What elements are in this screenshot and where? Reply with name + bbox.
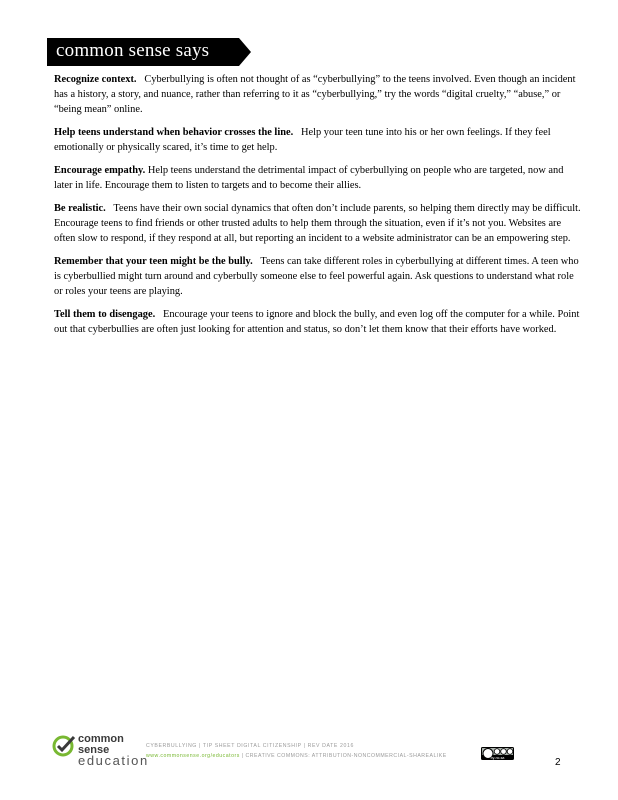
tip-heading: Encourage empathy. xyxy=(54,165,146,177)
checkmark-circle-icon xyxy=(52,734,76,758)
logo-line-sense: sense xyxy=(78,743,110,756)
educators-link[interactable]: www.commonsense.org/educators xyxy=(146,753,240,759)
tip-paragraph xyxy=(54,201,584,247)
tips-content xyxy=(54,72,584,345)
tip-paragraph xyxy=(54,163,584,193)
tip-paragraph xyxy=(54,307,584,337)
logo-line-education: education xyxy=(78,753,149,768)
tip-text: Cyberbullying is often not thought of as “cyberbullying” to the teens involved. Even though an incident has a history, a story, and nuance, rather than referring to it as “cyberbullying,” try the words “digital cruelty,” “abuse,” or “being mean” online. xyxy=(54,74,576,116)
logo-wordmark xyxy=(78,734,149,767)
tip-text: Encourage your teens to ignore and block the bully, and even log off the computer for a while. Point out that cyberbullies are often just looking for attention and status, so don’t let them know that their efforts have worked. xyxy=(54,309,580,336)
section-banner xyxy=(47,38,251,66)
tip-heading: Recognize context. xyxy=(54,74,137,85)
tip-heading: Be realistic. xyxy=(54,202,106,214)
creative-commons-badge-icon xyxy=(481,747,514,760)
tip-heading: Help teens understand when behavior crosses the line. xyxy=(54,127,294,139)
tip-heading: Remember that your teen might be the bully. xyxy=(54,256,253,268)
tip-paragraph xyxy=(54,254,584,300)
banner-title: common sense says xyxy=(56,40,210,61)
logo-line-common: common xyxy=(78,733,124,745)
footer-links xyxy=(146,753,447,759)
license-text: | CREATIVE COMMONS: ATTRIBUTION-NONCOMMERCIAL-SHAREALIKE xyxy=(241,753,447,759)
tip-text: Help your teen tune into his or her own feelings. If they feel emotionally or physically scared, it’s time to get help. xyxy=(54,127,551,154)
tip-heading: Tell them to disengage. xyxy=(54,309,156,321)
common-sense-education-logo xyxy=(52,733,149,770)
page-number: 2 xyxy=(555,757,561,768)
tip-text: Teens have their own social dynamics that often don’t include parents, so helping them directly may be difficult. Encourage teens to find friends or other trusted adults to help them through the situation, even if it’s not you. Websites are often slow to respond, if they respond at all, but reporting an incident to a website administrator can be an empowering step. xyxy=(54,202,581,245)
footer-doc-info: CYBERBULLYING | TIP SHEET DIGITAL CITIZENSHIP | REV DATE 2016 xyxy=(146,743,354,749)
tip-text: Teens can take different roles in cyberbullying at different times. A teen who is cyberbullied might turn around and cyberbully someone else to feel powerful again. Ask questions to understand what role or roles your teens are playing. xyxy=(54,256,579,298)
license-badge-label: by-nc-sa xyxy=(490,756,505,760)
tip-paragraph xyxy=(54,125,584,155)
tip-paragraph xyxy=(54,72,584,118)
tip-text: Help teens understand the detrimental impact of cyberbullying on people who are targeted, now and later in life. Encourage them to listen to targets and to become their allies. xyxy=(54,165,564,192)
